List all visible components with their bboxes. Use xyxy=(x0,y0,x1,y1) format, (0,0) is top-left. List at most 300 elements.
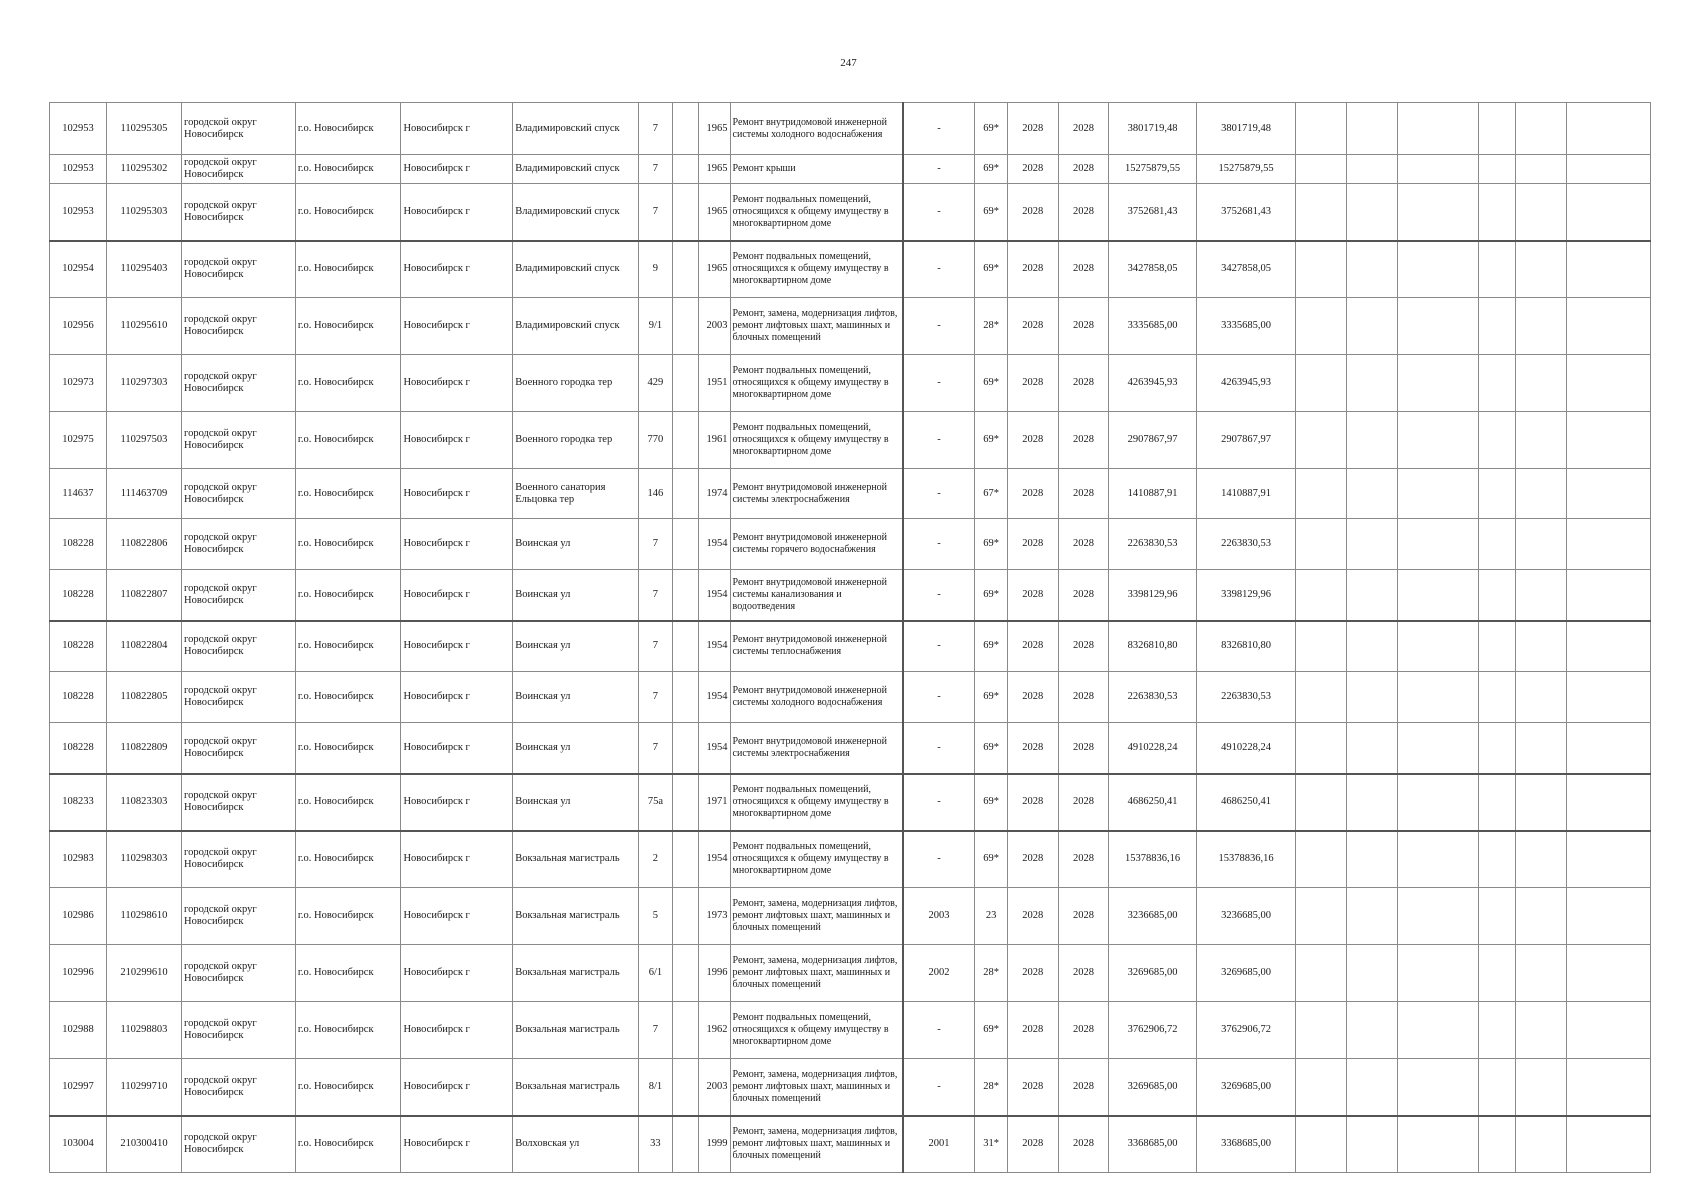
cell-prev: - xyxy=(903,774,975,831)
cell-wear: 31* xyxy=(975,1116,1008,1173)
cell-empty xyxy=(1479,103,1516,155)
cell-empty xyxy=(1397,184,1478,241)
cell-empty xyxy=(1347,570,1398,621)
cell-cost-total: 3335685,00 xyxy=(1196,298,1296,355)
cell-empty xyxy=(1479,570,1516,621)
cell-cost: 3762906,72 xyxy=(1109,1002,1196,1059)
cell-go: г.о. Новосибирск xyxy=(295,184,401,241)
cell-house: 7 xyxy=(639,1002,673,1059)
cell-year: 1965 xyxy=(699,103,730,155)
cell-empty xyxy=(1296,412,1347,469)
cell-letter xyxy=(672,831,698,888)
cell-cost: 3269685,00 xyxy=(1109,1059,1196,1116)
cell-empty xyxy=(1347,412,1398,469)
cell-letter xyxy=(672,672,698,723)
cell-empty xyxy=(1296,1059,1347,1116)
cell-empty xyxy=(1479,1059,1516,1116)
cell-cost-total: 3269685,00 xyxy=(1196,1059,1296,1116)
cell-empty xyxy=(1296,355,1347,412)
cell-wear: 69* xyxy=(975,621,1008,672)
cell-plan-end: 2028 xyxy=(1058,945,1109,1002)
cell-empty xyxy=(1515,519,1566,570)
cell-year: 1961 xyxy=(699,412,730,469)
cell-year: 1951 xyxy=(699,355,730,412)
cell-cost: 3398129,96 xyxy=(1109,570,1196,621)
cell-street: Владимировский спуск xyxy=(513,241,639,298)
cell-id: 102956 xyxy=(50,298,107,355)
cell-code: 110295305 xyxy=(106,103,181,155)
cell-empty xyxy=(1397,155,1478,184)
cell-id: 114637 xyxy=(50,469,107,519)
cell-empty xyxy=(1566,355,1651,412)
cell-empty xyxy=(1397,672,1478,723)
cell-cost-total: 4263945,93 xyxy=(1196,355,1296,412)
cell-work: Ремонт внутридомовой инженерной системы канализования и водоотведения xyxy=(730,570,903,621)
cell-id: 108233 xyxy=(50,774,107,831)
cell-plan-start: 2028 xyxy=(1007,888,1058,945)
cell-empty xyxy=(1566,672,1651,723)
cell-cost-total: 2907867,97 xyxy=(1196,412,1296,469)
cell-plan-end: 2028 xyxy=(1058,831,1109,888)
cell-street: Вокзальная магистраль xyxy=(513,1002,639,1059)
cell-plan-start: 2028 xyxy=(1007,774,1058,831)
cell-wear: 69* xyxy=(975,672,1008,723)
cell-go: г.о. Новосибирск xyxy=(295,241,401,298)
cell-empty xyxy=(1515,672,1566,723)
cell-year: 1999 xyxy=(699,1116,730,1173)
cell-year: 1965 xyxy=(699,155,730,184)
cell-wear: 28* xyxy=(975,945,1008,1002)
cell-plan-end: 2028 xyxy=(1058,1059,1109,1116)
cell-wear: 28* xyxy=(975,298,1008,355)
cell-id: 102953 xyxy=(50,184,107,241)
cell-empty xyxy=(1479,945,1516,1002)
cell-cost: 3269685,00 xyxy=(1109,945,1196,1002)
cell-letter xyxy=(672,1002,698,1059)
cell-empty xyxy=(1566,241,1651,298)
cell-empty xyxy=(1347,103,1398,155)
cell-id: 102988 xyxy=(50,1002,107,1059)
cell-wear: 69* xyxy=(975,1002,1008,1059)
cell-code: 110822807 xyxy=(106,570,181,621)
cell-empty xyxy=(1397,103,1478,155)
cell-empty xyxy=(1397,469,1478,519)
cell-mo: городской округ Новосибирск xyxy=(182,621,296,672)
cell-empty xyxy=(1296,774,1347,831)
cell-wear: 69* xyxy=(975,355,1008,412)
cell-house: 7 xyxy=(639,672,673,723)
cell-empty xyxy=(1515,1116,1566,1173)
table-row xyxy=(50,241,1651,298)
cell-empty xyxy=(1296,298,1347,355)
cell-city: Новосибирск г xyxy=(401,184,513,241)
cell-empty xyxy=(1397,945,1478,1002)
cell-mo: городской округ Новосибирск xyxy=(182,355,296,412)
cell-prev: - xyxy=(903,831,975,888)
cell-go: г.о. Новосибирск xyxy=(295,1059,401,1116)
cell-empty xyxy=(1479,1002,1516,1059)
cell-mo: городской округ Новосибирск xyxy=(182,1116,296,1173)
cell-code: 110295610 xyxy=(106,298,181,355)
cell-year: 1971 xyxy=(699,774,730,831)
cell-empty xyxy=(1397,621,1478,672)
cell-work: Ремонт подвальных помещений, относящихся к общему имуществу в многоквартирном доме xyxy=(730,1002,903,1059)
cell-empty xyxy=(1515,103,1566,155)
cell-id: 102983 xyxy=(50,831,107,888)
cell-cost: 4910228,24 xyxy=(1109,723,1196,774)
cell-empty xyxy=(1566,184,1651,241)
table-row xyxy=(50,621,1651,672)
cell-empty xyxy=(1515,412,1566,469)
cell-code: 110822809 xyxy=(106,723,181,774)
cell-house: 7 xyxy=(639,519,673,570)
cell-prev: - xyxy=(903,1059,975,1116)
cell-house: 770 xyxy=(639,412,673,469)
cell-street: Воинская ул xyxy=(513,723,639,774)
cell-empty xyxy=(1515,355,1566,412)
cell-city: Новосибирск г xyxy=(401,241,513,298)
cell-street: Военного санатория Ельцовка тер xyxy=(513,469,639,519)
cell-plan-end: 2028 xyxy=(1058,298,1109,355)
cell-go: г.о. Новосибирск xyxy=(295,155,401,184)
cell-city: Новосибирск г xyxy=(401,298,513,355)
cell-cost: 1410887,91 xyxy=(1109,469,1196,519)
cell-empty xyxy=(1515,1059,1566,1116)
cell-prev: 2003 xyxy=(903,888,975,945)
cell-house: 6/1 xyxy=(639,945,673,1002)
cell-city: Новосибирск г xyxy=(401,412,513,469)
cell-code: 110299710 xyxy=(106,1059,181,1116)
cell-go: г.о. Новосибирск xyxy=(295,1002,401,1059)
cell-prev: - xyxy=(903,621,975,672)
cell-work: Ремонт подвальных помещений, относящихся к общему имуществу в многоквартирном доме xyxy=(730,831,903,888)
table-row xyxy=(50,672,1651,723)
cell-letter xyxy=(672,945,698,1002)
cell-empty xyxy=(1397,1116,1478,1173)
cell-mo: городской округ Новосибирск xyxy=(182,1002,296,1059)
cell-empty xyxy=(1347,723,1398,774)
cell-empty xyxy=(1515,888,1566,945)
table-row xyxy=(50,570,1651,621)
cell-city: Новосибирск г xyxy=(401,621,513,672)
cell-cost: 3752681,43 xyxy=(1109,184,1196,241)
cell-mo: городской округ Новосибирск xyxy=(182,723,296,774)
cell-empty xyxy=(1515,155,1566,184)
cell-city: Новосибирск г xyxy=(401,888,513,945)
cell-house: 2 xyxy=(639,831,673,888)
cell-year: 1954 xyxy=(699,672,730,723)
cell-house: 75а xyxy=(639,774,673,831)
cell-empty xyxy=(1397,723,1478,774)
cell-empty xyxy=(1566,469,1651,519)
capital-repair-table xyxy=(49,102,1651,1173)
cell-prev: - xyxy=(903,184,975,241)
cell-cost-total: 3427858,05 xyxy=(1196,241,1296,298)
cell-work: Ремонт внутридомовой инженерной системы холодного водоснабжения xyxy=(730,672,903,723)
cell-empty xyxy=(1479,469,1516,519)
cell-go: г.о. Новосибирск xyxy=(295,469,401,519)
cell-work: Ремонт, замена, модернизация лифтов, ремонт лифтовых шахт, машинных и блочных помещений xyxy=(730,945,903,1002)
cell-empty xyxy=(1296,155,1347,184)
cell-empty xyxy=(1296,1116,1347,1173)
cell-go: г.о. Новосибирск xyxy=(295,570,401,621)
cell-mo: городской округ Новосибирск xyxy=(182,774,296,831)
cell-empty xyxy=(1515,469,1566,519)
cell-empty xyxy=(1479,355,1516,412)
cell-letter xyxy=(672,723,698,774)
cell-prev: - xyxy=(903,412,975,469)
cell-go: г.о. Новосибирск xyxy=(295,103,401,155)
cell-empty xyxy=(1397,831,1478,888)
cell-id: 102997 xyxy=(50,1059,107,1116)
cell-plan-end: 2028 xyxy=(1058,103,1109,155)
cell-empty xyxy=(1566,412,1651,469)
cell-letter xyxy=(672,570,698,621)
cell-year: 1965 xyxy=(699,241,730,298)
cell-plan-end: 2028 xyxy=(1058,570,1109,621)
cell-mo: городской округ Новосибирск xyxy=(182,888,296,945)
cell-letter xyxy=(672,621,698,672)
cell-empty xyxy=(1515,774,1566,831)
cell-house: 429 xyxy=(639,355,673,412)
cell-code: 110295303 xyxy=(106,184,181,241)
cell-empty xyxy=(1566,1002,1651,1059)
table-row xyxy=(50,774,1651,831)
cell-house: 9 xyxy=(639,241,673,298)
cell-code: 110298803 xyxy=(106,1002,181,1059)
cell-cost: 4263945,93 xyxy=(1109,355,1196,412)
cell-mo: городской округ Новосибирск xyxy=(182,155,296,184)
cell-empty xyxy=(1296,103,1347,155)
cell-id: 102986 xyxy=(50,888,107,945)
cell-house: 9/1 xyxy=(639,298,673,355)
cell-prev: - xyxy=(903,355,975,412)
cell-go: г.о. Новосибирск xyxy=(295,621,401,672)
cell-prev: - xyxy=(903,241,975,298)
cell-empty xyxy=(1296,672,1347,723)
cell-empty xyxy=(1347,355,1398,412)
cell-cost: 15378836,16 xyxy=(1109,831,1196,888)
cell-cost-total: 3368685,00 xyxy=(1196,1116,1296,1173)
cell-year: 1996 xyxy=(699,945,730,1002)
cell-year: 1965 xyxy=(699,184,730,241)
cell-work: Ремонт внутридомовой инженерной системы теплоснабжения xyxy=(730,621,903,672)
cell-work: Ремонт подвальных помещений, относящихся к общему имуществу в многоквартирном доме xyxy=(730,774,903,831)
cell-empty xyxy=(1479,672,1516,723)
cell-work: Ремонт внутридомовой инженерной системы горячего водоснабжения xyxy=(730,519,903,570)
cell-empty xyxy=(1397,519,1478,570)
cell-code: 110822804 xyxy=(106,621,181,672)
cell-street: Воинская ул xyxy=(513,621,639,672)
cell-street: Воинская ул xyxy=(513,672,639,723)
cell-street: Вокзальная магистраль xyxy=(513,945,639,1002)
cell-id: 103004 xyxy=(50,1116,107,1173)
cell-cost-total: 4910228,24 xyxy=(1196,723,1296,774)
cell-plan-start: 2028 xyxy=(1007,1059,1058,1116)
cell-empty xyxy=(1296,888,1347,945)
cell-house: 146 xyxy=(639,469,673,519)
cell-letter xyxy=(672,241,698,298)
cell-empty xyxy=(1479,774,1516,831)
cell-cost: 4686250,41 xyxy=(1109,774,1196,831)
cell-id: 108228 xyxy=(50,672,107,723)
cell-cost-total: 3752681,43 xyxy=(1196,184,1296,241)
cell-plan-end: 2028 xyxy=(1058,621,1109,672)
cell-cost: 2263830,53 xyxy=(1109,672,1196,723)
cell-work: Ремонт подвальных помещений, относящихся к общему имуществу в многоквартирном доме xyxy=(730,241,903,298)
table-row xyxy=(50,723,1651,774)
cell-wear: 28* xyxy=(975,1059,1008,1116)
cell-work: Ремонт внутридомовой инженерной системы холодного водоснабжения xyxy=(730,103,903,155)
cell-empty xyxy=(1566,570,1651,621)
cell-cost: 8326810,80 xyxy=(1109,621,1196,672)
cell-year: 1954 xyxy=(699,519,730,570)
cell-empty xyxy=(1566,831,1651,888)
cell-cost: 3236685,00 xyxy=(1109,888,1196,945)
cell-plan-start: 2028 xyxy=(1007,1116,1058,1173)
cell-year: 1954 xyxy=(699,831,730,888)
cell-cost: 3335685,00 xyxy=(1109,298,1196,355)
cell-id: 102996 xyxy=(50,945,107,1002)
cell-wear: 69* xyxy=(975,155,1008,184)
cell-plan-start: 2028 xyxy=(1007,155,1058,184)
cell-prev: 2001 xyxy=(903,1116,975,1173)
cell-city: Новосибирск г xyxy=(401,672,513,723)
cell-empty xyxy=(1479,1116,1516,1173)
cell-empty xyxy=(1515,621,1566,672)
cell-mo: городской округ Новосибирск xyxy=(182,241,296,298)
cell-prev: 2002 xyxy=(903,945,975,1002)
cell-cost: 3427858,05 xyxy=(1109,241,1196,298)
cell-cost-total: 8326810,80 xyxy=(1196,621,1296,672)
cell-empty xyxy=(1479,184,1516,241)
cell-street: Военного городка тер xyxy=(513,412,639,469)
cell-cost-total: 15378836,16 xyxy=(1196,831,1296,888)
table-row xyxy=(50,184,1651,241)
cell-id: 102973 xyxy=(50,355,107,412)
table-row xyxy=(50,1002,1651,1059)
cell-mo: городской округ Новосибирск xyxy=(182,412,296,469)
cell-empty xyxy=(1347,831,1398,888)
cell-cost-total: 3762906,72 xyxy=(1196,1002,1296,1059)
cell-work: Ремонт, замена, модернизация лифтов, ремонт лифтовых шахт, машинных и блочных помещений xyxy=(730,888,903,945)
cell-go: г.о. Новосибирск xyxy=(295,774,401,831)
cell-mo: городской округ Новосибирск xyxy=(182,103,296,155)
cell-code: 110823303 xyxy=(106,774,181,831)
cell-empty xyxy=(1347,672,1398,723)
cell-plan-end: 2028 xyxy=(1058,888,1109,945)
cell-letter xyxy=(672,1116,698,1173)
cell-plan-start: 2028 xyxy=(1007,570,1058,621)
cell-empty xyxy=(1566,723,1651,774)
cell-empty xyxy=(1479,621,1516,672)
cell-plan-start: 2028 xyxy=(1007,621,1058,672)
cell-code: 210299610 xyxy=(106,945,181,1002)
cell-year: 1962 xyxy=(699,1002,730,1059)
cell-empty xyxy=(1296,831,1347,888)
cell-empty xyxy=(1479,412,1516,469)
cell-letter xyxy=(672,519,698,570)
cell-year: 1974 xyxy=(699,469,730,519)
cell-empty xyxy=(1515,945,1566,1002)
cell-plan-start: 2028 xyxy=(1007,103,1058,155)
cell-letter xyxy=(672,155,698,184)
cell-cost-total: 15275879,55 xyxy=(1196,155,1296,184)
cell-city: Новосибирск г xyxy=(401,831,513,888)
cell-empty xyxy=(1347,621,1398,672)
cell-empty xyxy=(1479,888,1516,945)
cell-house: 33 xyxy=(639,1116,673,1173)
cell-house: 8/1 xyxy=(639,1059,673,1116)
cell-house: 5 xyxy=(639,888,673,945)
cell-letter xyxy=(672,412,698,469)
cell-letter xyxy=(672,103,698,155)
cell-street: Волховская ул xyxy=(513,1116,639,1173)
cell-id: 108228 xyxy=(50,723,107,774)
cell-mo: городской округ Новосибирск xyxy=(182,672,296,723)
cell-code: 210300410 xyxy=(106,1116,181,1173)
cell-code: 110298610 xyxy=(106,888,181,945)
cell-go: г.о. Новосибирск xyxy=(295,298,401,355)
cell-city: Новосибирск г xyxy=(401,155,513,184)
cell-empty xyxy=(1479,241,1516,298)
cell-empty xyxy=(1479,723,1516,774)
cell-wear: 69* xyxy=(975,241,1008,298)
cell-plan-start: 2028 xyxy=(1007,519,1058,570)
cell-wear: 67* xyxy=(975,469,1008,519)
cell-city: Новосибирск г xyxy=(401,774,513,831)
cell-code: 110297503 xyxy=(106,412,181,469)
cell-empty xyxy=(1515,1002,1566,1059)
cell-empty xyxy=(1566,103,1651,155)
cell-work: Ремонт, замена, модернизация лифтов, ремонт лифтовых шахт, машинных и блочных помещений xyxy=(730,1116,903,1173)
cell-city: Новосибирск г xyxy=(401,103,513,155)
cell-empty xyxy=(1515,570,1566,621)
cell-city: Новосибирск г xyxy=(401,723,513,774)
cell-empty xyxy=(1347,1116,1398,1173)
cell-work: Ремонт подвальных помещений, относящихся к общему имуществу в многоквартирном доме xyxy=(730,184,903,241)
cell-year: 1973 xyxy=(699,888,730,945)
cell-code: 110298303 xyxy=(106,831,181,888)
cell-cost-total: 2263830,53 xyxy=(1196,519,1296,570)
cell-mo: городской округ Новосибирск xyxy=(182,1059,296,1116)
cell-letter xyxy=(672,774,698,831)
cell-empty xyxy=(1296,945,1347,1002)
cell-house: 7 xyxy=(639,621,673,672)
cell-street: Воинская ул xyxy=(513,570,639,621)
cell-cost: 2907867,97 xyxy=(1109,412,1196,469)
table-row xyxy=(50,155,1651,184)
table-row xyxy=(50,945,1651,1002)
cell-cost: 2263830,53 xyxy=(1109,519,1196,570)
cell-mo: городской округ Новосибирск xyxy=(182,519,296,570)
cell-empty xyxy=(1515,723,1566,774)
cell-house: 7 xyxy=(639,184,673,241)
cell-house: 7 xyxy=(639,723,673,774)
cell-house: 7 xyxy=(639,155,673,184)
cell-prev: - xyxy=(903,519,975,570)
cell-empty xyxy=(1347,184,1398,241)
cell-wear: 69* xyxy=(975,412,1008,469)
cell-house: 7 xyxy=(639,570,673,621)
cell-street: Воинская ул xyxy=(513,519,639,570)
cell-plan-end: 2028 xyxy=(1058,774,1109,831)
cell-plan-start: 2028 xyxy=(1007,1002,1058,1059)
cell-mo: городской округ Новосибирск xyxy=(182,945,296,1002)
cell-empty xyxy=(1566,298,1651,355)
cell-city: Новосибирск г xyxy=(401,1002,513,1059)
table-row xyxy=(50,355,1651,412)
